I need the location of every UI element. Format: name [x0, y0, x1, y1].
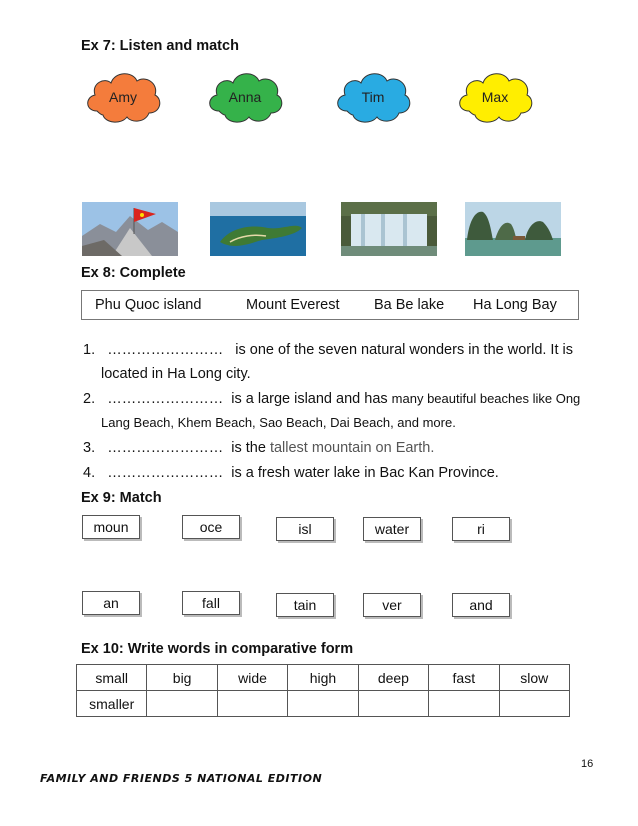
- answer-blank[interactable]: ……………………: [107, 342, 224, 358]
- cloud-name: Tim: [361, 89, 385, 105]
- match-box-top[interactable]: oce: [182, 515, 240, 539]
- adjective-cell: wide: [217, 665, 287, 691]
- answer-cell[interactable]: [429, 691, 499, 717]
- name-cloud-anna[interactable]: [205, 67, 285, 127]
- mountain-peak-flag-icon[interactable]: [82, 202, 178, 256]
- answer-cell[interactable]: [217, 691, 287, 717]
- answer-cell[interactable]: smaller: [77, 691, 147, 717]
- comparative-table: [76, 664, 570, 717]
- footer-title: FAMILY AND FRIENDS 5 NATIONAL EDITION: [40, 772, 323, 785]
- match-box-top[interactable]: isl: [276, 517, 334, 541]
- sentence-1-continuation: located in Ha Long city.: [101, 366, 251, 382]
- island-aerial-icon[interactable]: [210, 202, 306, 256]
- adjective-cell: big: [147, 665, 217, 691]
- name-cloud-amy[interactable]: [83, 67, 163, 127]
- match-box-bottom[interactable]: an: [82, 591, 140, 615]
- answer-cell[interactable]: [499, 691, 569, 717]
- cloud-name: Amy: [109, 89, 137, 105]
- match-box-bottom[interactable]: fall: [182, 591, 240, 615]
- sentence-2-continuation: Lang Beach, Khem Beach, Sao Beach, Dai Beach, and more.: [101, 415, 456, 430]
- table-row: [77, 691, 570, 717]
- table-row: [77, 665, 570, 691]
- answer-blank[interactable]: ……………………: [107, 465, 224, 481]
- bay-karst-islands-icon[interactable]: [465, 202, 561, 256]
- word-bank-item: Ha Long Bay: [473, 297, 557, 313]
- adjective-cell: small: [77, 665, 147, 691]
- adjective-cell: fast: [429, 665, 499, 691]
- answer-blank[interactable]: ……………………: [107, 440, 224, 456]
- word-bank: [81, 290, 579, 320]
- sentence-3: 3. …………………… is the tallest mountain on Earth.: [83, 440, 435, 456]
- name-cloud-max[interactable]: [455, 67, 535, 127]
- match-box-top[interactable]: water: [363, 517, 421, 541]
- sentence-2: 2. …………………… is a large island and has many beautiful beaches like Ong: [83, 391, 581, 407]
- waterfall-icon[interactable]: [341, 202, 437, 256]
- cloud-name: Anna: [228, 89, 262, 105]
- ex8-title: Ex 8: Complete: [81, 265, 186, 281]
- answer-cell[interactable]: [358, 691, 428, 717]
- match-box-bottom[interactable]: tain: [276, 593, 334, 617]
- sentence-4: 4. …………………… is a fresh water lake in Bac Kan Province.: [83, 465, 499, 481]
- word-bank-item: Ba Be lake: [374, 297, 445, 313]
- page-number: 16: [581, 758, 594, 770]
- ex9-title: Ex 9: Match: [81, 490, 162, 506]
- adjective-cell: deep: [358, 665, 428, 691]
- match-box-top[interactable]: ri: [452, 517, 510, 541]
- answer-cell[interactable]: [288, 691, 358, 717]
- match-box-top[interactable]: moun: [82, 515, 140, 539]
- match-box-bottom[interactable]: and: [452, 593, 510, 617]
- word-bank-item: Mount Everest: [246, 297, 340, 313]
- word-bank-item: Phu Quoc island: [95, 297, 202, 313]
- ex10-title: Ex 10: Write words in comparative form: [81, 641, 354, 657]
- answer-cell[interactable]: [147, 691, 217, 717]
- cloud-name: Max: [481, 89, 509, 105]
- name-cloud-tim[interactable]: [333, 67, 413, 127]
- adjective-cell: high: [288, 665, 358, 691]
- match-box-bottom[interactable]: ver: [363, 593, 421, 617]
- ex7-title: Ex 7: Listen and match: [81, 38, 239, 54]
- sentence-1: 1. …………………… is one of the seven natural wonders in the world. It is: [83, 342, 573, 358]
- adjective-cell: slow: [499, 665, 569, 691]
- answer-blank[interactable]: ……………………: [107, 391, 224, 407]
